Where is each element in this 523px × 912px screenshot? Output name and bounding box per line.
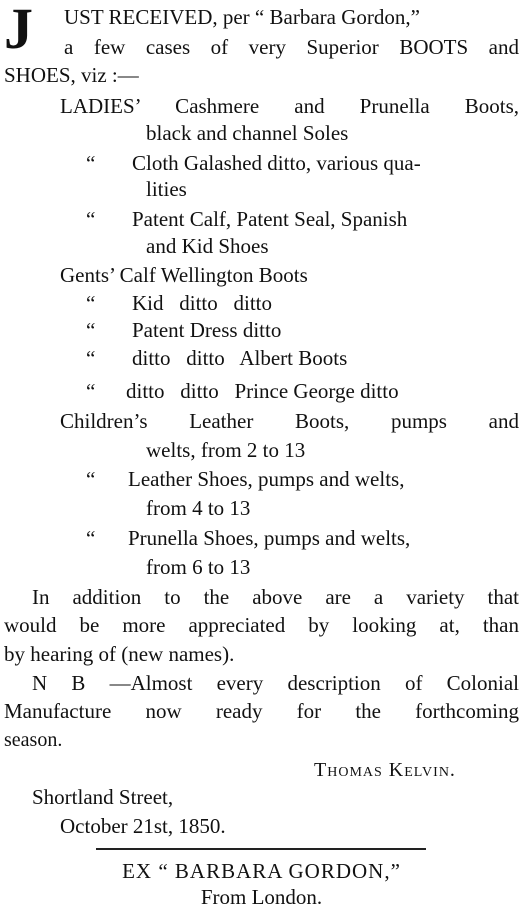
item-text: from 6 to 13	[146, 555, 251, 579]
ad-heading-line-3: SHOES, viz :—	[4, 63, 139, 87]
drop-cap: J	[4, 0, 33, 61]
addition-line-1: In addition to the above are a variety that	[32, 585, 519, 609]
ditto-mark: “	[86, 526, 96, 550]
list-item	[86, 345, 347, 371]
item-text: Patent Dress ditto	[132, 318, 282, 342]
nb-line-2: Manufacture now ready for the forthcoming	[4, 699, 519, 723]
item-text: Kid ditto ditto	[132, 291, 273, 315]
signature: Thomas Kelvin.	[314, 759, 456, 781]
list-item	[146, 554, 250, 580]
list-item	[86, 466, 404, 492]
item-text: ditto ditto Prince George ditto	[126, 379, 399, 403]
addition-line-2: would be more appreciated by looking at, than	[4, 613, 519, 637]
list-item	[86, 378, 399, 404]
next-ad-subtitle: From London.	[200, 885, 323, 909]
addition-line-3: by hearing of (new names).	[4, 642, 235, 666]
ditto-mark: “	[86, 467, 96, 491]
list-item	[146, 233, 269, 259]
ad-heading-line-1: UST RECEIVED, per “ Barbara Gordon,”	[64, 5, 420, 29]
ditto-mark: “	[86, 318, 96, 342]
list-item	[86, 525, 410, 551]
list-item	[60, 262, 308, 288]
next-ad-title: EX “ BARBARA GORDON,”	[122, 859, 401, 883]
item-text: Gents’ Calf Wellington Boots	[60, 263, 308, 287]
item-text: Leather Shoes, pumps and welts,	[128, 467, 405, 491]
item-text: Children’s Leather Boots, pumps and	[60, 409, 519, 433]
list-item	[86, 317, 281, 343]
item-text: and Kid Shoes	[146, 234, 269, 258]
nb-line-3: season.	[4, 729, 63, 751]
list-item	[86, 290, 272, 316]
list-item	[86, 150, 421, 176]
item-text: black and channel Soles	[146, 121, 349, 145]
item-text: welts, from 2 to 13	[146, 438, 306, 462]
ditto-mark: “	[86, 151, 96, 175]
ditto-mark: “	[86, 291, 96, 315]
list-item	[146, 495, 250, 521]
ditto-mark: “	[86, 379, 96, 403]
ditto-mark: “	[86, 207, 96, 231]
nb-line-1: N B —Almost every description of Colonial	[32, 671, 519, 695]
list-item	[146, 120, 348, 146]
item-text: from 4 to 13	[146, 496, 251, 520]
item-text: Cloth Galashed ditto, various qua-	[132, 151, 421, 175]
list-item	[146, 437, 305, 463]
list-item	[60, 93, 519, 119]
list-item	[86, 206, 407, 232]
ditto-mark: “	[86, 346, 96, 370]
item-text: Patent Calf, Patent Seal, Spanish	[132, 207, 408, 231]
list-item	[146, 176, 187, 202]
address-line-2: October 21st, 1850.	[60, 814, 226, 838]
item-text: lities	[146, 177, 187, 201]
item-text: Prunella Shoes, pumps and welts,	[128, 526, 411, 550]
item-text: ditto ditto Albert Boots	[132, 346, 348, 370]
list-item	[60, 408, 519, 434]
ad-heading-line-2: a few cases of very Superior BOOTS and	[64, 35, 519, 59]
item-text: LADIES’ Cashmere and Prunella Boots,	[60, 94, 519, 118]
address-line-1: Shortland Street,	[32, 785, 174, 809]
divider-rule	[96, 848, 426, 850]
